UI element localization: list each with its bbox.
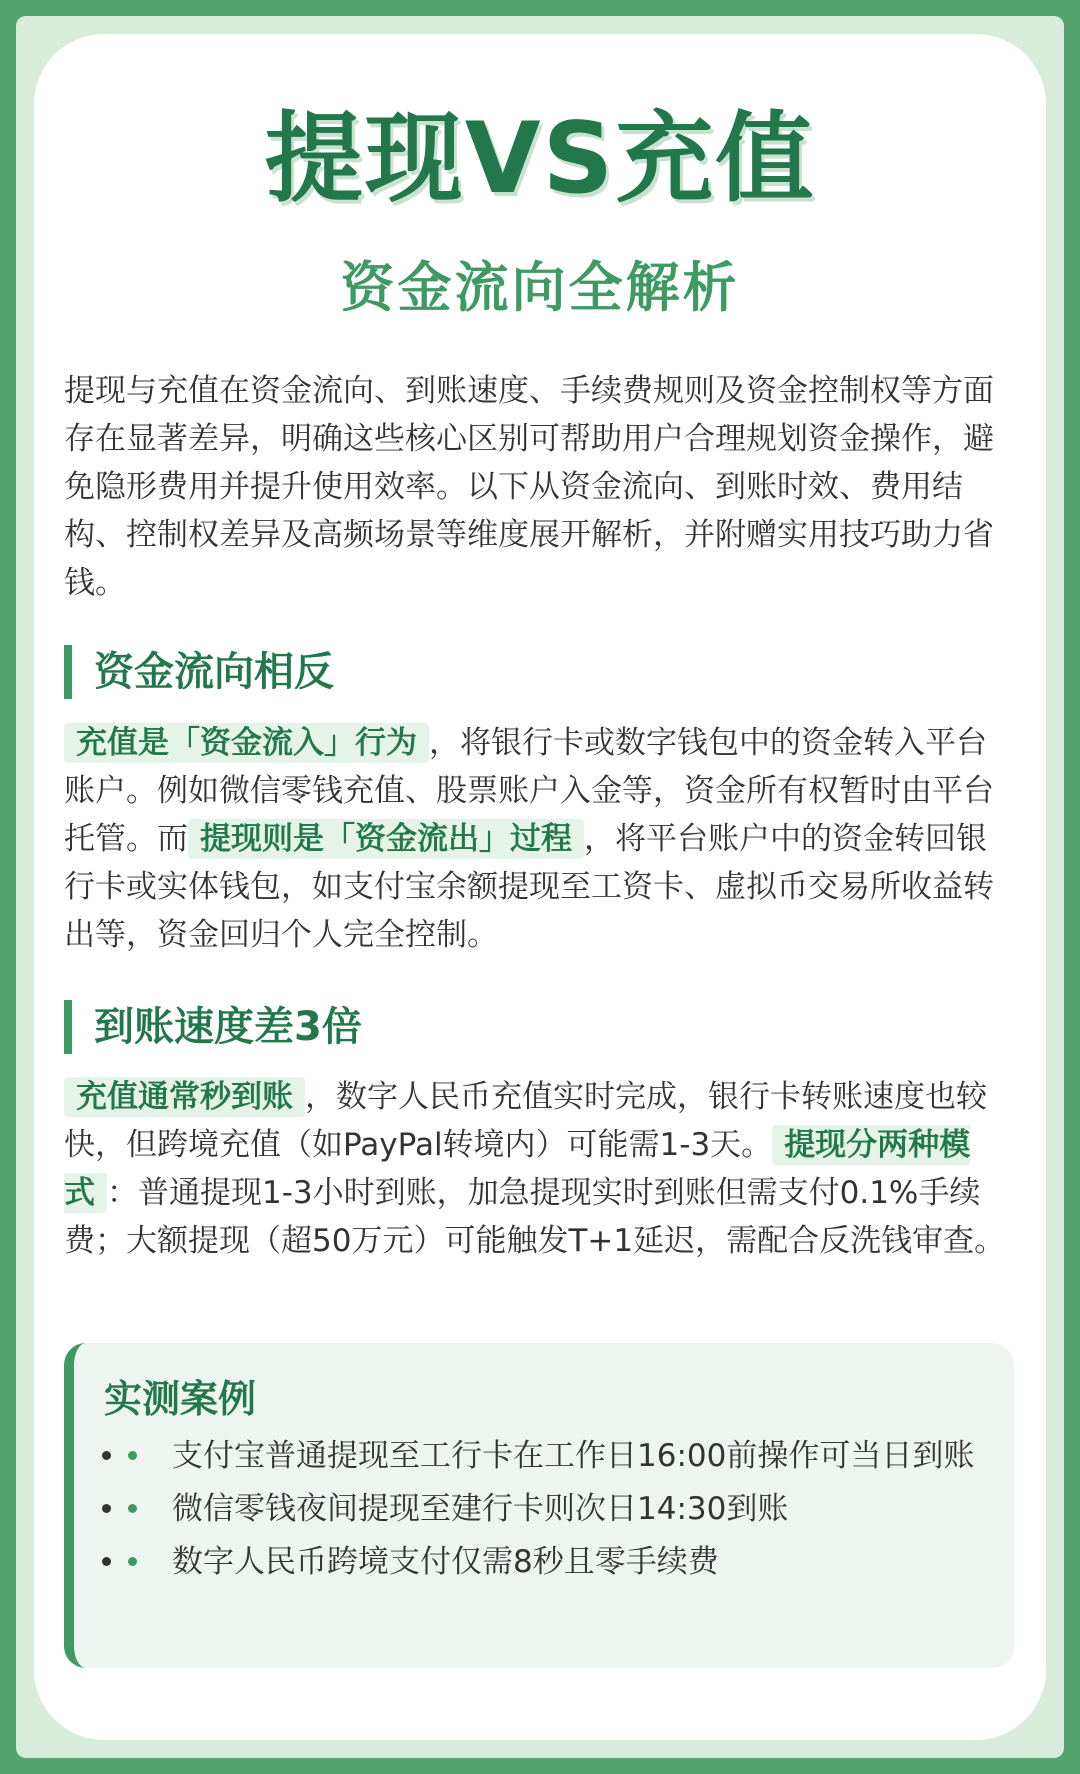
list-item xyxy=(100,1489,980,1529)
case-box-title: 实测案例 xyxy=(104,1377,257,1421)
speed-text-1: ，数字人民币充值实时完成，银行卡转账速度也较快，但跨境充值（如PayPal转境内）可能需1-3天。 xyxy=(64,1079,987,1163)
list-item xyxy=(100,1542,980,1582)
highlight-recharge-instant: 充值通常秒到账 xyxy=(64,1077,305,1117)
bullet-icon xyxy=(102,1504,111,1513)
highlight-recharge-inflow: 充值是「资金流入」行为 xyxy=(64,723,429,763)
list-item xyxy=(100,1436,980,1476)
highlight-withdraw-outflow: 提现则是「资金流出」过程 xyxy=(188,819,584,859)
bullet-icon xyxy=(128,1557,137,1566)
case-item-text: 数字人民币跨境支付仅需8秒且零手续费 xyxy=(172,1544,719,1580)
bullet-icon xyxy=(102,1451,111,1460)
section-heading-speed: 到账速度差3倍 xyxy=(64,1000,362,1054)
highlight-withdraw-modes: 提现分两种模式 xyxy=(64,1127,971,1211)
section-heading-flow: 资金流向相反 xyxy=(64,645,334,699)
case-box xyxy=(64,1343,1014,1668)
bullet-icon xyxy=(128,1451,137,1460)
page-title: 提现VS充值 xyxy=(264,102,816,216)
bullet-icon xyxy=(128,1504,137,1513)
page-subtitle: 资金流向全解析 xyxy=(340,256,740,319)
section-speed-paragraph xyxy=(64,1073,1014,1265)
section-flow-paragraph xyxy=(64,719,1014,959)
intro-paragraph: 提现与充值在资金流向、到账速度、手续费规则及资金控制权等方面存在显著差异，明确这些核心区别可帮助用户合理规划资金操作，避免隐形费用并提升使用效率。以下从资金流向、到账时效、费用结构、控制权差异及高频场景等维度展开解析，并附赠实用技巧助力省钱。 xyxy=(64,373,994,601)
case-list xyxy=(100,1436,980,1595)
case-item-text: 微信零钱夜间提现至建行卡则次日14:30到账 xyxy=(172,1491,789,1527)
speed-text-2: ：普通提现1-3小时到账，加急提现实时到账但需支付0.1%手续费；大额提现（超50万元）可能触发T+1延迟，需配合反洗钱审查。 xyxy=(64,1175,1006,1259)
case-item-text: 支付宝普通提现至工行卡在工作日16:00前操作可当日到账 xyxy=(172,1438,975,1474)
flow-text-2: ，将平台账户中的资金转回银行卡或实体钱包，如支付宝余额提现至工资卡、虚拟币交易所收益转出等，资金回归个人完全控制。 xyxy=(64,821,994,953)
flow-text-1: ，将银行卡或数字钱包中的资金转入平台账户。例如微信零钱充值、股票账户入金等，资金所有权暂时由平台托管。而 xyxy=(64,725,994,857)
bullet-icon xyxy=(102,1557,111,1566)
